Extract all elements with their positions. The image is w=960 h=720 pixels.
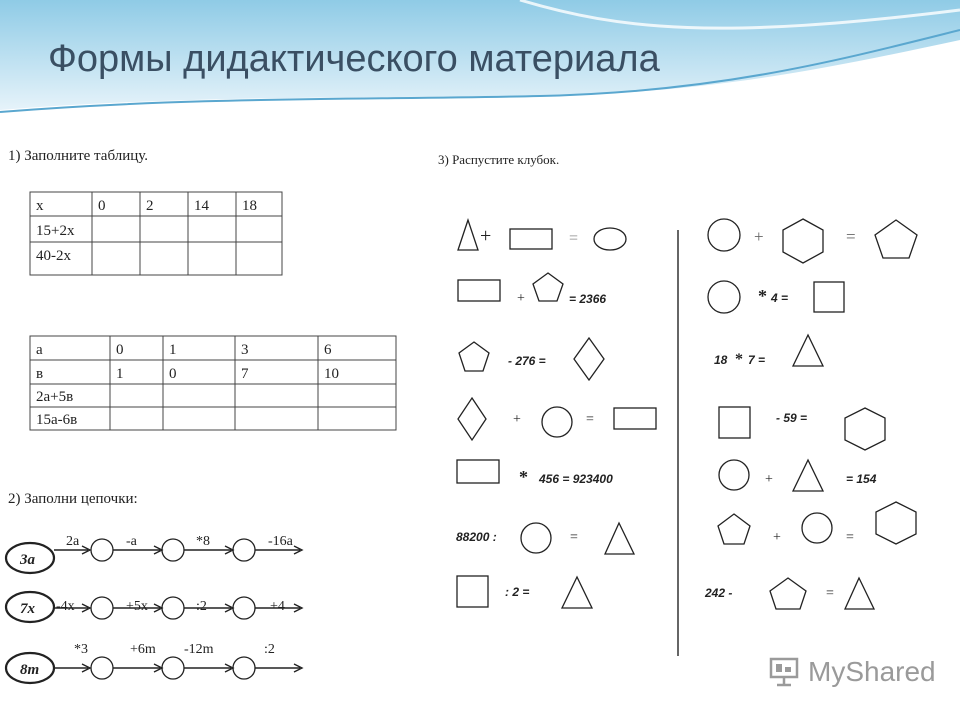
t1-cell: 0 xyxy=(98,198,106,214)
section3-heading: 3) Распустите клубок. xyxy=(438,152,560,167)
t1-cell: 15+2x xyxy=(36,223,75,239)
plus-sign: + xyxy=(513,412,521,427)
t2-cell: 6 xyxy=(324,342,332,358)
t2-cell: 10 xyxy=(324,366,339,382)
equals-sign: = xyxy=(846,530,854,545)
result-text: = 154 xyxy=(846,472,877,486)
chain-op: *3 xyxy=(74,642,88,657)
t2-cell: 2a+5в xyxy=(36,389,74,405)
multiply-sign: * xyxy=(735,351,743,368)
operation-text: 18 xyxy=(714,353,728,367)
t1-cell: x xyxy=(36,198,44,214)
operation-text: - 59 = xyxy=(776,411,808,425)
plus-sign: + xyxy=(517,291,525,306)
operation-text: 242 - xyxy=(705,586,733,600)
chain-start: 3a xyxy=(20,552,35,568)
t2-cell: 7 xyxy=(241,366,249,382)
chain-op: :2 xyxy=(264,642,275,657)
table2 xyxy=(30,336,396,430)
chain-3 xyxy=(6,642,302,683)
slide-title: Формы дидактического материала xyxy=(48,38,660,80)
t2-cell: 1 xyxy=(169,342,177,358)
chain-op: -a xyxy=(126,534,137,549)
plus-sign: + xyxy=(773,530,781,545)
equals-sign: = xyxy=(586,412,594,427)
chain-op: +4 xyxy=(270,599,285,614)
multiply-sign: * xyxy=(758,286,767,306)
t2-cell: a xyxy=(36,342,43,358)
t2-cell: 0 xyxy=(116,342,124,358)
chain-op: -4x xyxy=(56,599,75,614)
operation-text: 4 = xyxy=(771,291,789,305)
chain-op: 2a xyxy=(66,534,80,549)
brand-text: MyShared xyxy=(808,656,936,687)
operation-text: : 2 = xyxy=(505,585,530,599)
t2-cell: 15a-6в xyxy=(36,412,78,428)
chain-op: -16a xyxy=(268,534,293,549)
multiply-sign: * xyxy=(519,467,528,487)
t1-cell: 14 xyxy=(194,198,209,214)
t1-cell: 40-2x xyxy=(36,248,71,264)
presentation-board-icon xyxy=(768,657,802,687)
puzzle-left xyxy=(456,220,656,608)
result-text: = 2366 xyxy=(569,292,607,306)
result-text: 456 = 923400 xyxy=(539,472,613,486)
equals-sign: = xyxy=(570,530,578,545)
t1-cell: 18 xyxy=(242,198,257,214)
brand-watermark xyxy=(768,656,936,688)
operation-text: 88200 : xyxy=(456,530,497,544)
equals-sign: = xyxy=(846,227,856,246)
section1-heading: 1) Заполните таблицу. xyxy=(8,148,148,164)
chain-start: 8m xyxy=(20,662,40,678)
operation-text: 7 = xyxy=(748,353,766,367)
plus-sign: + xyxy=(480,225,492,247)
chain-op: +6m xyxy=(130,642,156,657)
chain-start: 7x xyxy=(20,601,35,617)
table1 xyxy=(30,192,282,275)
operation-text: - 276 = xyxy=(508,354,546,368)
chain-op: +5x xyxy=(126,599,148,614)
chain-op: :2 xyxy=(196,599,207,614)
equals-sign: = xyxy=(826,586,834,601)
chain-2 xyxy=(6,592,302,622)
t2-cell: в xyxy=(36,366,44,382)
section2-heading: 2) Заполни цепочки: xyxy=(8,491,138,507)
chain-op: -12m xyxy=(184,642,214,657)
plus-sign: + xyxy=(765,472,773,487)
t1-cell: 2 xyxy=(146,198,154,214)
equals-sign: = xyxy=(569,230,579,247)
plus-sign: + xyxy=(754,227,764,246)
chain-1 xyxy=(6,534,302,573)
t2-cell: 0 xyxy=(169,366,177,382)
puzzle-right xyxy=(704,219,917,609)
chain-op: *8 xyxy=(196,534,210,549)
t2-cell: 3 xyxy=(241,342,249,358)
t2-cell: 1 xyxy=(116,366,124,382)
